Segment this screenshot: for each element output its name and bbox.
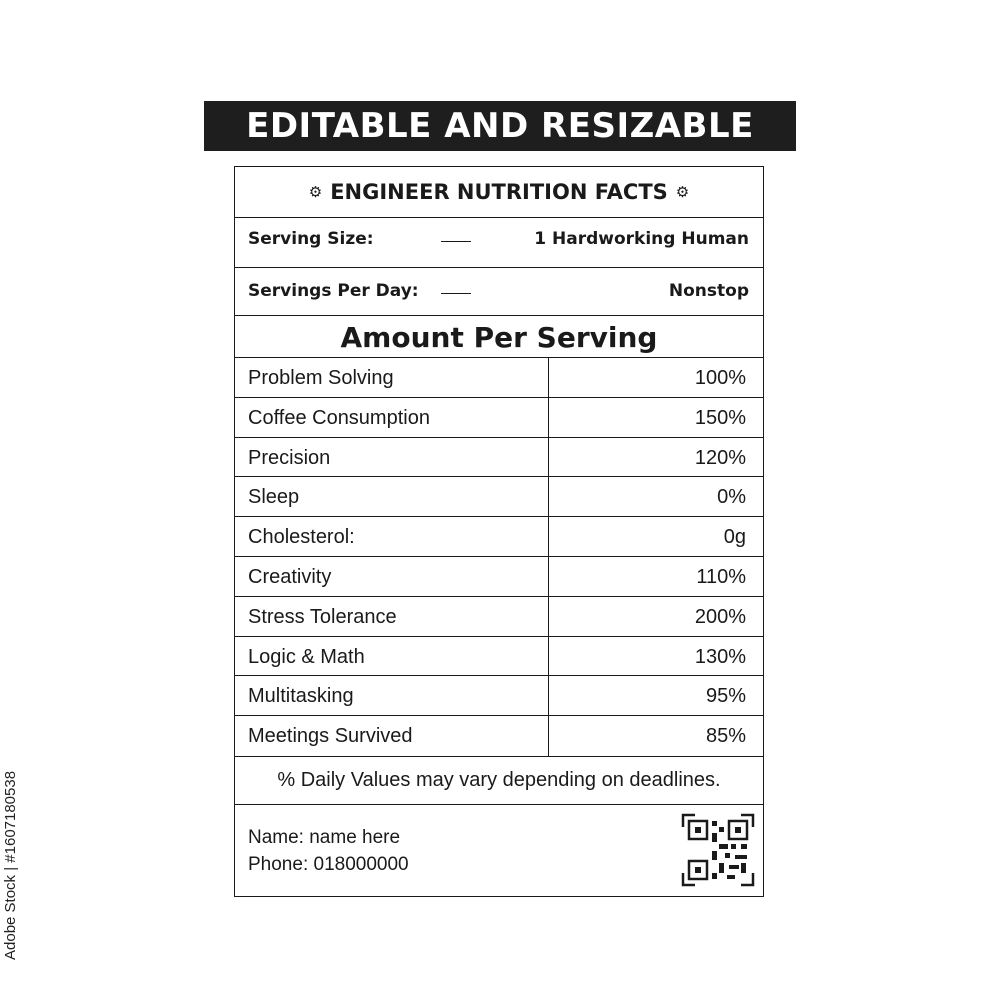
row-name: Precision	[248, 446, 331, 469]
row-value: 120%	[694, 446, 746, 469]
table-row	[235, 556, 763, 596]
table-row	[235, 596, 763, 636]
table-row	[235, 715, 763, 755]
table-row	[235, 397, 763, 437]
row-value: 0%	[717, 486, 746, 509]
row-name: Creativity	[248, 565, 332, 588]
row-value: 130%	[694, 645, 746, 668]
dash-divider	[441, 241, 471, 242]
row-value: 200%	[694, 605, 746, 628]
gear-icon: ⚙	[675, 183, 690, 201]
nutrition-label	[234, 166, 764, 897]
row-name: Stress Tolerance	[248, 605, 397, 628]
row-value: 110%	[696, 565, 746, 588]
dash-divider	[441, 293, 471, 294]
label-title-row	[235, 167, 763, 217]
table-row	[235, 636, 763, 676]
row-value: 0g	[723, 526, 746, 549]
table-row	[235, 516, 763, 556]
serving-size-label: Serving Size:	[248, 229, 374, 249]
row-name: Coffee Consumption	[248, 406, 430, 429]
qr-code-icon	[681, 813, 755, 887]
column-divider	[548, 357, 549, 756]
row-name: Logic & Math	[248, 645, 365, 668]
servings-per-day-value: Nonstop	[668, 281, 749, 301]
divider	[235, 217, 763, 218]
gear-icon: ⚙	[308, 183, 323, 201]
contact-name: Name: name here	[248, 827, 401, 848]
row-name: Meetings Survived	[248, 725, 413, 748]
divider	[235, 315, 763, 316]
stock-watermark: Adobe Stock | #1607180538	[2, 770, 19, 960]
disclaimer: % Daily Values may vary depending on deadlines.	[235, 756, 763, 805]
banner: EDITABLE AND RESIZABLE	[204, 101, 796, 151]
row-name: Problem Solving	[248, 367, 394, 389]
contact-phone: Phone: 018000000	[248, 854, 409, 875]
servings-per-day-label: Servings Per Day:	[248, 281, 419, 301]
nutrient-table	[235, 357, 763, 755]
row-value: 150%	[694, 406, 746, 429]
row-value: 95%	[705, 685, 746, 708]
serving-size-value: 1 Hardworking Human	[534, 229, 749, 249]
divider	[235, 267, 763, 268]
row-value: 100%	[694, 367, 746, 389]
row-name: Cholesterol:	[248, 526, 355, 549]
contact-block	[248, 824, 409, 878]
table-row	[235, 476, 763, 516]
table-row	[235, 437, 763, 477]
amount-heading: Amount Per Serving	[340, 320, 658, 354]
row-value: 85%	[705, 725, 746, 748]
row-name: Multitasking	[248, 685, 354, 708]
label-title: ENGINEER NUTRITION FACTS	[330, 180, 668, 204]
table-row	[235, 357, 763, 397]
row-name: Sleep	[248, 486, 300, 509]
table-row	[235, 675, 763, 715]
